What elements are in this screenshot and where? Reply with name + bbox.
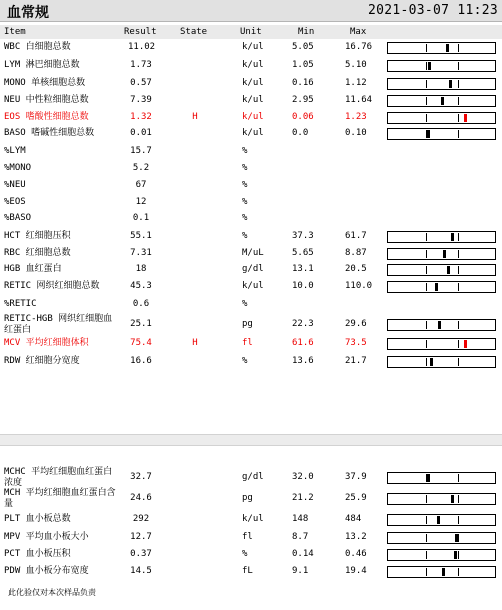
row-max: 484 xyxy=(345,514,362,524)
row-result: 25.1 xyxy=(130,319,152,329)
report-title: 血常规 xyxy=(7,5,49,21)
row-result: 15.7 xyxy=(130,146,152,156)
row-item: WBC 白细胞总数 xyxy=(4,42,71,52)
gauge-needle xyxy=(454,551,457,559)
gauge-min-marker xyxy=(426,250,427,258)
gauge-needle xyxy=(443,250,446,258)
row-min: 148 xyxy=(292,514,309,524)
row-item: PCT 血小板压积 xyxy=(4,549,71,559)
row-unit: % xyxy=(242,356,248,366)
row-min: 0.14 xyxy=(292,549,314,559)
gauge-max-marker xyxy=(458,114,459,122)
gauge-needle xyxy=(438,321,441,329)
row-unit: M/uL xyxy=(242,248,264,258)
row-unit: k/ul xyxy=(242,78,264,88)
gauge-max-marker xyxy=(458,321,459,329)
gauge-max-marker xyxy=(458,534,459,542)
gauge-min-marker xyxy=(426,62,427,70)
row-unit: % xyxy=(242,163,248,173)
row-min: 32.0 xyxy=(292,472,314,482)
row-unit: k/ul xyxy=(242,128,264,138)
gauge-min-marker xyxy=(426,568,427,576)
row-unit: % xyxy=(242,213,248,223)
row-result: 0.57 xyxy=(130,78,152,88)
row-result: 14.5 xyxy=(130,566,152,576)
row-item: HGB 血红蛋白 xyxy=(4,264,62,274)
gauge-max-marker xyxy=(458,474,459,482)
column-result: Result xyxy=(124,27,157,37)
gauge-min-marker xyxy=(426,114,427,122)
row-result: 45.3 xyxy=(130,281,152,291)
gauge-max-marker xyxy=(458,97,459,105)
range-gauge xyxy=(387,514,496,526)
range-gauge xyxy=(387,42,496,54)
row-max: 20.5 xyxy=(345,264,367,274)
row-min: 0.16 xyxy=(292,78,314,88)
row-result: 7.39 xyxy=(130,95,152,105)
row-max: 1.12 xyxy=(345,78,367,88)
row-unit: % xyxy=(242,231,248,241)
row-result: 12.7 xyxy=(130,532,152,542)
row-item: MONO 单核细胞总数 xyxy=(4,78,86,88)
table-row xyxy=(0,560,502,584)
row-item: BASO 嗜碱性细胞总数 xyxy=(4,128,95,138)
gauge-min-marker xyxy=(426,340,427,348)
row-item: MCH 平均红细胞血红蛋白含量 xyxy=(4,488,116,509)
row-min: 13.6 xyxy=(292,356,314,366)
row-unit: % xyxy=(242,180,248,190)
row-max: 1.23 xyxy=(345,112,367,122)
gauge-max-marker xyxy=(458,80,459,88)
gauge-needle xyxy=(442,568,445,576)
row-min: 9.1 xyxy=(292,566,309,576)
range-gauge xyxy=(387,356,496,368)
row-result: 0.37 xyxy=(130,549,152,559)
row-result: 7.31 xyxy=(130,248,152,258)
row-item: NEU 中性粒细胞总数 xyxy=(4,95,89,105)
row-min: 22.3 xyxy=(292,319,314,329)
row-unit: % xyxy=(242,549,248,559)
row-max: 110.0 xyxy=(345,281,373,291)
row-unit: k/ul xyxy=(242,95,264,105)
row-result: 11.02 xyxy=(128,42,156,52)
row-unit: k/ul xyxy=(242,281,264,291)
range-gauge xyxy=(387,338,496,350)
row-min: 8.7 xyxy=(292,532,309,542)
gauge-max-marker xyxy=(458,266,459,274)
row-item: %MONO xyxy=(4,163,32,173)
row-result: 12 xyxy=(135,197,147,207)
row-unit: % xyxy=(242,146,248,156)
row-max: 61.7 xyxy=(345,231,367,241)
row-max: 29.6 xyxy=(345,319,367,329)
column-unit: Unit xyxy=(240,27,262,37)
range-gauge xyxy=(387,566,496,578)
gauge-needle xyxy=(447,266,450,274)
row-result: 5.2 xyxy=(132,163,150,173)
row-result: 0.01 xyxy=(130,128,152,138)
range-gauge xyxy=(387,493,496,505)
gauge-needle xyxy=(451,495,454,503)
row-result: 67 xyxy=(135,180,147,190)
row-item: RETIC 网织红细胞总数 xyxy=(4,281,100,291)
gauge-needle xyxy=(441,97,444,105)
row-item: %RETIC xyxy=(4,299,37,309)
gauge-min-marker xyxy=(426,266,427,274)
row-result: 24.6 xyxy=(130,493,152,503)
row-result: 55.1 xyxy=(130,231,152,241)
gauge-max-marker xyxy=(458,130,459,138)
row-item: RETIC-HGB 网织红细胞血红蛋白 xyxy=(4,314,113,335)
row-unit: % xyxy=(242,197,248,207)
row-item: EOS 嗜酸性细胞总数 xyxy=(4,112,89,122)
range-gauge xyxy=(387,281,496,293)
report-title-bar xyxy=(0,0,502,22)
row-item: HCT 红细胞压积 xyxy=(4,231,71,241)
row-result: 1.73 xyxy=(130,60,152,70)
range-gauge xyxy=(387,472,496,484)
gauge-min-marker xyxy=(426,495,427,503)
row-result: 1.32 xyxy=(130,112,152,122)
gauge-max-marker xyxy=(458,551,459,559)
row-item: %BASO xyxy=(4,213,32,223)
gauge-max-marker xyxy=(458,62,459,70)
column-state: State xyxy=(180,27,208,37)
row-min: 13.1 xyxy=(292,264,314,274)
gauge-max-marker xyxy=(458,495,459,503)
row-unit: k/ul xyxy=(242,112,264,122)
row-item: %EOS xyxy=(4,197,26,207)
gauge-min-marker xyxy=(426,44,427,52)
row-result: 32.7 xyxy=(130,472,152,482)
row-min: 37.3 xyxy=(292,231,314,241)
gauge-needle xyxy=(455,534,458,542)
gauge-needle xyxy=(435,283,438,291)
gauge-needle xyxy=(449,80,452,88)
row-unit: pg xyxy=(242,493,253,503)
gauge-min-marker xyxy=(426,358,427,366)
row-max: 25.9 xyxy=(345,493,367,503)
row-unit: fl xyxy=(242,532,253,542)
row-unit: fL xyxy=(242,566,253,576)
row-state: H xyxy=(192,112,198,122)
row-unit: g/dl xyxy=(242,264,264,274)
row-unit: k/ul xyxy=(242,514,264,524)
row-min: 5.05 xyxy=(292,42,314,52)
row-max: 0.46 xyxy=(345,549,367,559)
row-min: 2.95 xyxy=(292,95,314,105)
row-min: 61.6 xyxy=(292,338,314,348)
row-item: MPV 平均血小板大小 xyxy=(4,532,89,542)
gauge-max-marker xyxy=(458,283,459,291)
column-max: Max xyxy=(350,27,367,37)
range-gauge xyxy=(387,128,496,140)
row-max: 73.5 xyxy=(345,338,367,348)
gauge-min-marker xyxy=(426,534,427,542)
row-item: RBC 红细胞总数 xyxy=(4,248,71,258)
gauge-needle xyxy=(451,233,454,241)
gauge-min-marker xyxy=(426,97,427,105)
column-item: Item xyxy=(4,27,26,37)
row-result: 292 xyxy=(132,514,150,524)
column-min: Min xyxy=(298,27,315,37)
gauge-max-marker xyxy=(458,250,459,258)
row-min: 21.2 xyxy=(292,493,314,503)
row-max: 19.4 xyxy=(345,566,367,576)
row-unit: pg xyxy=(242,319,253,329)
row-result: 16.6 xyxy=(130,356,152,366)
table-row xyxy=(0,350,502,374)
gauge-needle xyxy=(446,44,449,52)
range-gauge xyxy=(387,319,496,331)
row-min: 1.05 xyxy=(292,60,314,70)
gauge-needle xyxy=(464,340,467,348)
gauge-needle xyxy=(427,130,430,138)
row-state: H xyxy=(192,338,198,348)
gauge-max-marker xyxy=(458,516,459,524)
gauge-needle xyxy=(427,474,430,482)
row-min: 0.0 xyxy=(292,128,309,138)
row-min: 5.65 xyxy=(292,248,314,258)
row-max: 21.7 xyxy=(345,356,367,366)
gauge-min-marker xyxy=(426,283,427,291)
row-unit: % xyxy=(242,299,248,309)
row-item: PDW 血小板分布宽度 xyxy=(4,566,89,576)
row-max: 37.9 xyxy=(345,472,367,482)
row-unit: k/ul xyxy=(242,60,264,70)
row-max: 0.10 xyxy=(345,128,367,138)
gauge-min-marker xyxy=(426,516,427,524)
gauge-needle xyxy=(428,62,431,70)
row-max: 8.87 xyxy=(345,248,367,258)
row-item: %LYM xyxy=(4,146,26,156)
row-item: PLT 血小板总数 xyxy=(4,514,71,524)
gauge-max-marker xyxy=(458,233,459,241)
range-gauge xyxy=(387,60,496,72)
row-item: %NEU xyxy=(4,180,26,190)
row-unit: k/ul xyxy=(242,42,264,52)
row-item: LYM 淋巴细胞总数 xyxy=(4,60,80,70)
row-min: 0.06 xyxy=(292,112,314,122)
row-unit: g/dl xyxy=(242,472,264,482)
row-max: 13.2 xyxy=(345,532,367,542)
footer-note: 此化验仅对本次样品负责 xyxy=(8,588,96,597)
gauge-min-marker xyxy=(426,551,427,559)
report-datetime: 2021-03-07 11:23 xyxy=(367,3,498,18)
gauge-max-marker xyxy=(458,568,459,576)
row-result: 18 xyxy=(135,264,147,274)
row-max: 5.10 xyxy=(345,60,367,70)
row-result: 0.1 xyxy=(132,213,150,223)
row-item: MCHC 平均红细胞血红蛋白浓度 xyxy=(4,467,113,488)
gauge-min-marker xyxy=(426,80,427,88)
gauge-min-marker xyxy=(426,321,427,329)
gauge-max-marker xyxy=(458,44,459,52)
row-max: 16.76 xyxy=(345,42,373,52)
gauge-needle xyxy=(430,358,433,366)
row-unit: fl xyxy=(242,338,253,348)
gauge-min-marker xyxy=(426,233,427,241)
gauge-max-marker xyxy=(458,340,459,348)
section-divider xyxy=(0,434,502,446)
row-item: MCV 平均红细胞体积 xyxy=(4,338,89,348)
row-result: 75.4 xyxy=(130,338,152,348)
gauge-needle xyxy=(464,114,467,122)
row-max: 11.64 xyxy=(345,95,373,105)
gauge-needle xyxy=(437,516,440,524)
gauge-max-marker xyxy=(458,358,459,366)
row-result: 0.6 xyxy=(132,299,150,309)
row-item: RDW 红细胞分宽度 xyxy=(4,356,80,366)
row-min: 10.0 xyxy=(292,281,314,291)
